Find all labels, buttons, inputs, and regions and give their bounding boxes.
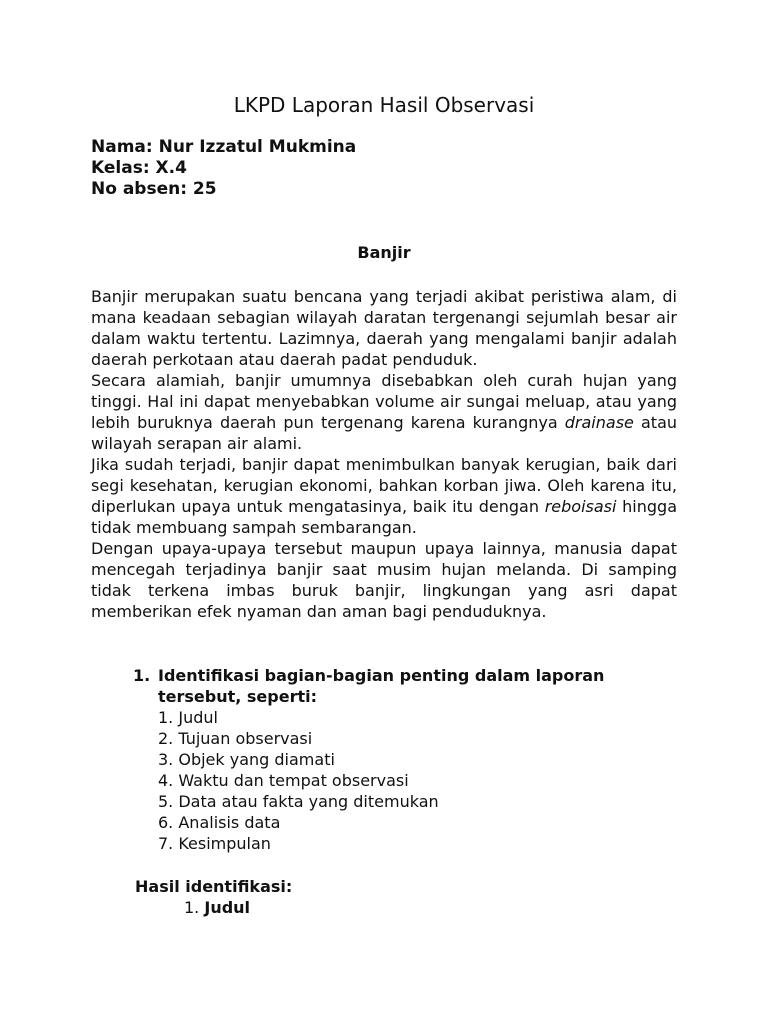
- list-item: 2. Tujuan observasi: [158, 729, 313, 748]
- student-class: Kelas: X.4: [91, 158, 187, 178]
- paragraph-3-start: Jika sudah terjadi, banjir dapat menimbulkan banyak kerugian, baik dari segi kesehatan, kerugian ekonomi, bahkan korban jiwa. Oleh karena itu, diperlukan upaya untuk mengatasinya, baik itu dengan: [91, 455, 677, 516]
- student-name: Nama: Nur Izzatul Mukmina: [91, 137, 357, 157]
- list-item: 3. Objek yang diamati: [158, 750, 335, 769]
- list-item: 5. Data atau fakta yang ditemukan: [158, 792, 439, 811]
- paragraph-3: [91, 454, 677, 538]
- paragraph-2-italic-term: drainase: [564, 413, 634, 432]
- paragraph-1: Banjir merupakan suatu bencana yang terjadi akibat peristiwa alam, di mana keadaan sebagian wilayah daratan tergenangi sejumlah besar air dalam waktu tertentu. Lazimnya, daerah yang mengalami banjir adalah daerah perkotaan atau daerah padat penduduk.: [91, 287, 677, 369]
- paragraph-3-italic-term: reboisasi: [544, 497, 617, 516]
- question-1: [133, 665, 679, 854]
- list-item: 7. Kesimpulan: [158, 834, 271, 853]
- paragraph-2-end: atau wilayah serapan air alami.: [91, 413, 678, 453]
- result-item-number: 1.: [184, 898, 200, 917]
- section-heading: Banjir: [357, 243, 411, 262]
- paragraph-4: Dengan upaya-upaya tersebut maupun upaya lainnya, manusia dapat mencegah terjadinya banjir saat musim hujan melanda. Di samping tidak terkena imbas buruk banjir, lingkungan yang asri dapat memberikan efek nyaman dan aman bagi penduduknya.: [91, 539, 677, 621]
- student-identity: [91, 137, 356, 200]
- paragraph-2-start: Secara alamiah, banjir umumnya disebabkan oleh curah hujan yang tinggi. Hal ini dapat menyebabkan volume air sungai meluap, atau yang lebih buruknya daerah pun tergenang karena kurangnya: [91, 371, 677, 432]
- identification-result: [135, 876, 292, 918]
- document-title: LKPD Laporan Hasil Observasi: [233, 93, 535, 117]
- question-number: 1.: [133, 666, 151, 685]
- list-item: 6. Analisis data: [158, 813, 281, 832]
- result-item: [135, 897, 292, 918]
- result-item-text: Judul: [204, 898, 251, 917]
- question-text: Identifikasi bagian-bagian penting dalam laporan tersebut, seperti:: [158, 666, 605, 706]
- report-body: [91, 286, 677, 622]
- question-heading: [133, 665, 679, 707]
- list-item: 4. Waktu dan tempat observasi: [158, 771, 409, 790]
- student-absent-number: No absen: 25: [91, 179, 217, 199]
- list-item: 1. Judul: [158, 708, 218, 727]
- question-items: [133, 707, 679, 854]
- paragraph-3-end: hingga tidak membuang sampah sembarangan.: [91, 497, 677, 537]
- result-label: Hasil identifikasi:: [135, 877, 293, 896]
- paragraph-2: [91, 370, 677, 454]
